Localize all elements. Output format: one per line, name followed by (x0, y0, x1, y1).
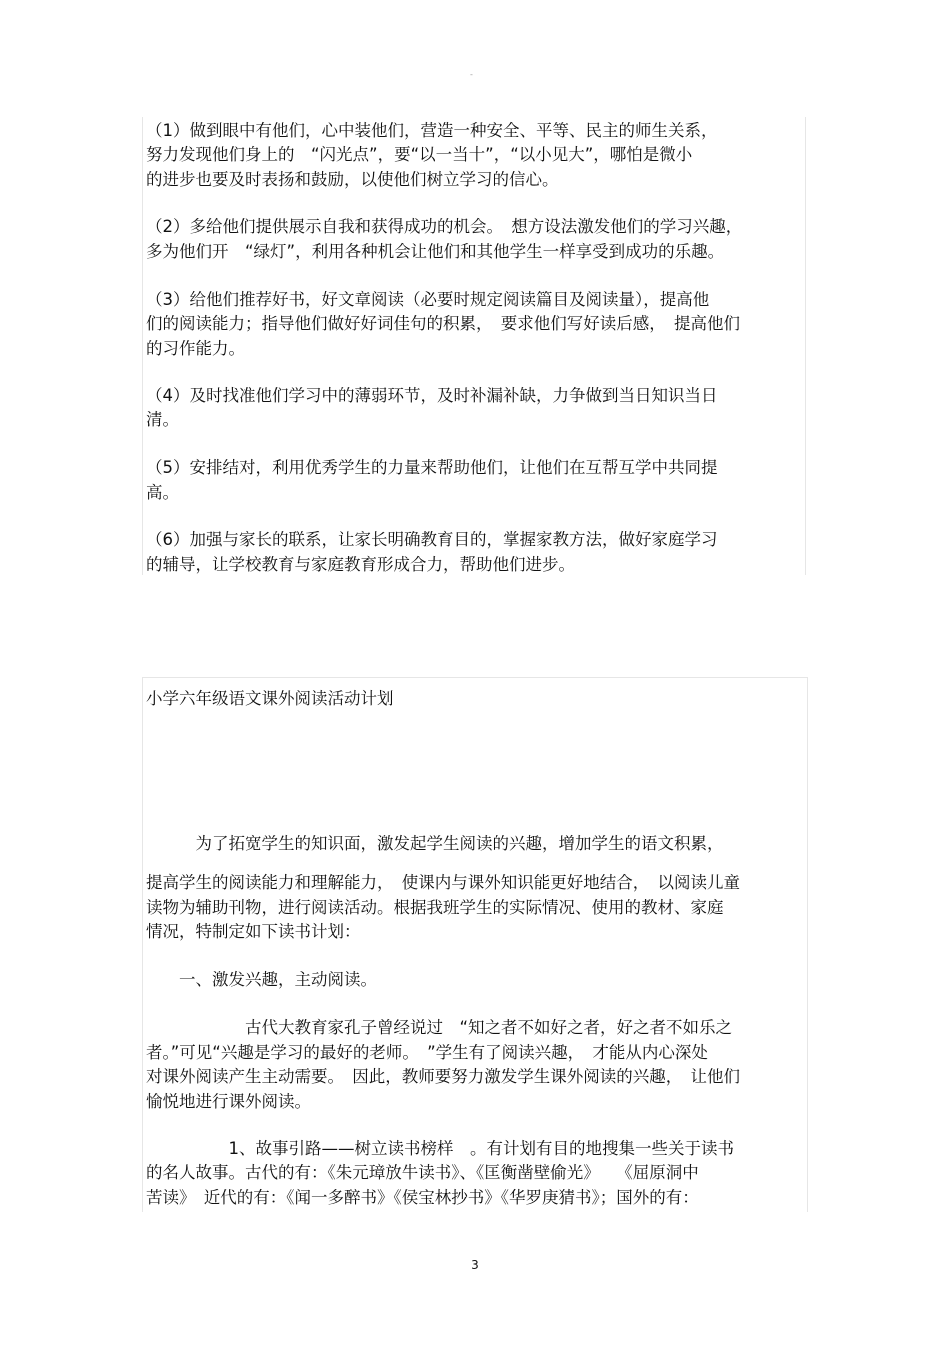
paragraph-line: 古代大教育家孔子曾经说过 “知之者不如好之者，好之者不如乐之 (146, 1018, 733, 1037)
paragraph-line: 苦读》 近代的有：《闻一多醉书》《侯宝林抄书》《华罗庚猜书》；国外的有： (146, 1188, 699, 1207)
paragraph-line: 读物为辅助刊物，进行阅读活动。根据我班学生的实际情况、使用的教材、家庭 (146, 898, 724, 917)
paragraph-line: 提高学生的阅读能力和理解能力， 使课内与课外知识能更好地结合， 以阅读儿童 (146, 873, 740, 892)
paragraph-line: 1、故事引路——树立读书榜样 。有计划有目的地搜集一些关于读书 (146, 1139, 734, 1158)
paragraph-line: 的名人故事。古代的有：《朱元璋放牛读书》、《匡衡凿壁偷光》 《屈原洞中 (146, 1163, 699, 1182)
paragraph-line: 的习作能力。 (146, 339, 245, 358)
paragraph-line: （2）多给他们提供展示自我和获得成功的机会。 想方设法激发他们的学习兴趣， (146, 217, 743, 236)
section-heading: 一、激发兴趣，主动阅读。 (146, 970, 377, 989)
paragraph-line: （4）及时找准他们学习中的薄弱环节，及时补漏补缺，力争做到当日知识当日 (146, 386, 718, 405)
paragraph-line: 对课外阅读产生主动需要。 因此，教师要努力激发学生课外阅读的兴趣， 让他们 (146, 1067, 740, 1086)
paragraph-line: 们的阅读能力；指导他们做好好词佳句的积累， 要求他们写好读后感， 提高他们 (146, 314, 740, 333)
paragraph-line: （1）做到眼中有他们，心中装他们，营造一种安全、平等、民主的师生关系， (146, 121, 718, 140)
paragraph-line: 的辅导，让学校教育与家庭教育形成合力，帮助他们进步。 (146, 555, 575, 574)
paragraph-line: 清。 (146, 410, 179, 429)
paragraph-line: （5）安排结对，利用优秀学生的力量来帮助他们，让他们在互帮互学中共同提 (146, 458, 718, 477)
page-number: 3 (471, 1258, 479, 1272)
paragraph-line: 多为他们开 “绿灯”，利用各种机会让他们和其他学生一样享受到成功的乐趣。 (146, 242, 725, 261)
paragraph-line: 的进步也要及时表扬和鼓励，以使他们树立学习的信心。 (146, 170, 559, 189)
paragraph-line: 努力发现他们身上的 “闪光点”，要“以一当十”，“以小见大”，哪怕是微小 (146, 145, 693, 164)
paragraph-line: （3）给他们推荐好书，好文章阅读（必要时规定阅读篇目及阅读量），提高他 (146, 290, 710, 309)
paragraph-line: （6）加强与家长的联系，让家长明确教育目的，掌握家教方法，做好家庭学习 (146, 530, 718, 549)
content-frame-bottom (142, 677, 808, 1212)
paragraph-line: 愉悦地进行课外阅读。 (146, 1092, 311, 1111)
paragraph-line: 为了拓宽学生的知识面，激发起学生阅读的兴趣，增加学生的语文积累， (146, 834, 724, 853)
paragraph-line: 高。 (146, 483, 179, 502)
paragraph-line: 者。”可见“兴趣是学习的最好的老师。 ”学生有了阅读兴趣， 才能从内心深处 (146, 1043, 708, 1062)
paragraph-line: 情况，特制定如下读书计划： (146, 922, 361, 941)
document-title: 小学六年级语文课外阅读活动计划 (146, 689, 394, 708)
header-mark: - (470, 70, 473, 79)
